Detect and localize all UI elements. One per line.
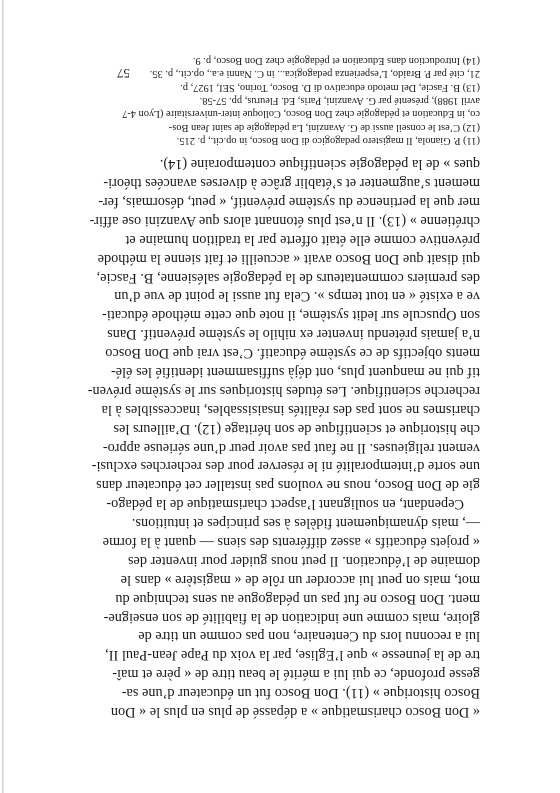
footnote-line: 21, cité par P. Braido, L’esperienza pedagogica... in C. Nanni e.a., op.cit., p. 35. <box>149 68 480 80</box>
body-line: tif qui ne manquent plus, ont déjà suffisamment identifié les élé- <box>110 363 480 380</box>
body-line: chrétienne » (13). Il n’est plus étonnant alors que Avanzini ose affir- <box>89 212 480 229</box>
body-line: domaine de l’éducation. Il peut nous guider pour inventer des <box>127 552 480 569</box>
body-line: lui a reconnu lors du Centenaire, non pas comme un titre de <box>138 628 480 645</box>
footnote-line: (12) C’est le conseil aussi de G. Avanzini, La pédagogie de saint Jean Bos- <box>168 121 480 133</box>
body-line: mer que la pertinence du système préventif, « peut, désormais, fer- <box>98 193 480 210</box>
body-line: che historique et scientifique de son héritage (12). D’ailleurs les <box>113 420 480 437</box>
body-line: qui disait que Don Bosco avait « accueilli et fait sienne la méthode <box>97 250 480 267</box>
body-line: Bosco historique » (11). Don Bosco fut un éducateur d’une sa- <box>121 685 480 702</box>
body-line: tre de la jeunesse » que l’Eglise, par la voix du Pape Jean-Paul II, <box>105 647 480 664</box>
body-line: ve a existé « en tout temps ». Cela fut aussi le point de vue d’un <box>114 288 480 305</box>
spacer <box>80 147 480 154</box>
body-line: vement religieuses. Il ne faut pas avoir peur d’une sérieuse appro- <box>102 439 480 456</box>
body-line: ment. Don Bosco ne fut pas un pédagogue au sens technique du <box>115 590 480 607</box>
body-line: mement s’augmenter et s’établir grâce à diverses avancées théori- <box>103 175 480 192</box>
body-line: gesse profonde, ce qui lui a mérité le beau titre de « père et maî- <box>112 666 480 683</box>
body-line: son Opuscule sur ledit système, il note que cette méthode éducati- <box>102 307 480 324</box>
body-line: « Don Bosco charismatique » a dépassé de plus en plus le « Don <box>110 704 480 720</box>
body-text <box>80 54 480 721</box>
footnote-line: co, in Education et pédagogie chez Don Bosco, Colloque inter-universitaire (Lyon 4-7 <box>122 108 480 120</box>
footnote-line: (14) Introduction dans Education et pédagogie chez Don Bosco, p. 9. <box>192 54 480 66</box>
body-line: gie de Don Bosco, nous ne voulons pas installer cet éducateur dans <box>96 477 480 494</box>
body-line: —, mais dynamiquement fidèles à ses principes et intuitions. <box>131 515 480 532</box>
footnote-line: (11) P. Gianola, Il magistero pedagogico di Don Bosco, in op.cit., p. 215. <box>176 135 480 147</box>
body-line: mot, mais on peut lui accorder un rôle de « magistère » dans le <box>120 571 480 588</box>
body-line: ques » de la pédagogie scientifique contemporaine (14). <box>159 156 480 173</box>
body-line: ments objectifs de ce système éducatif. C’est vrai que Don Bosco <box>105 345 480 362</box>
body-line: une sorte d’intemporalité ni le réserver pour des recherches exclusi- <box>91 458 480 475</box>
body-line: charismes ne sont pas des réalités insaisissables, inaccessibles à la <box>101 401 480 418</box>
body-line: « projets éducatifs » assez différents des siens — quant à la forme <box>102 533 480 550</box>
footnotes <box>80 54 480 148</box>
body-line: préventive comme elle était offerte par la tradition humaine et <box>125 231 480 248</box>
footnote-line: avril 1988), présenté par G. Avanzini, Paris, Ed. Fleurus, pp. 57-58. <box>199 95 480 107</box>
body-line: des premiers commentateurs de la pédagogie salésienne, B. Fascie, <box>96 269 480 286</box>
page-number: 57 <box>117 66 130 81</box>
body-line: Cependant, en soulignant l’aspect charismatique de la pédago- <box>106 496 464 513</box>
body-line: recherche scientifique. Les études historiques sur le système préven- <box>87 382 480 399</box>
body-line: gloire, mais comme une indication de la fiabilité de son enseigne- <box>103 609 480 626</box>
footnote-line: (13) B. Fascie, Del metodo educativo di D. Bosco, Torino, SEI, 1927, p. <box>180 81 480 93</box>
body-line: n’a jamais prétendu inventer ex nihilo le système préventif. Dans <box>107 326 480 343</box>
